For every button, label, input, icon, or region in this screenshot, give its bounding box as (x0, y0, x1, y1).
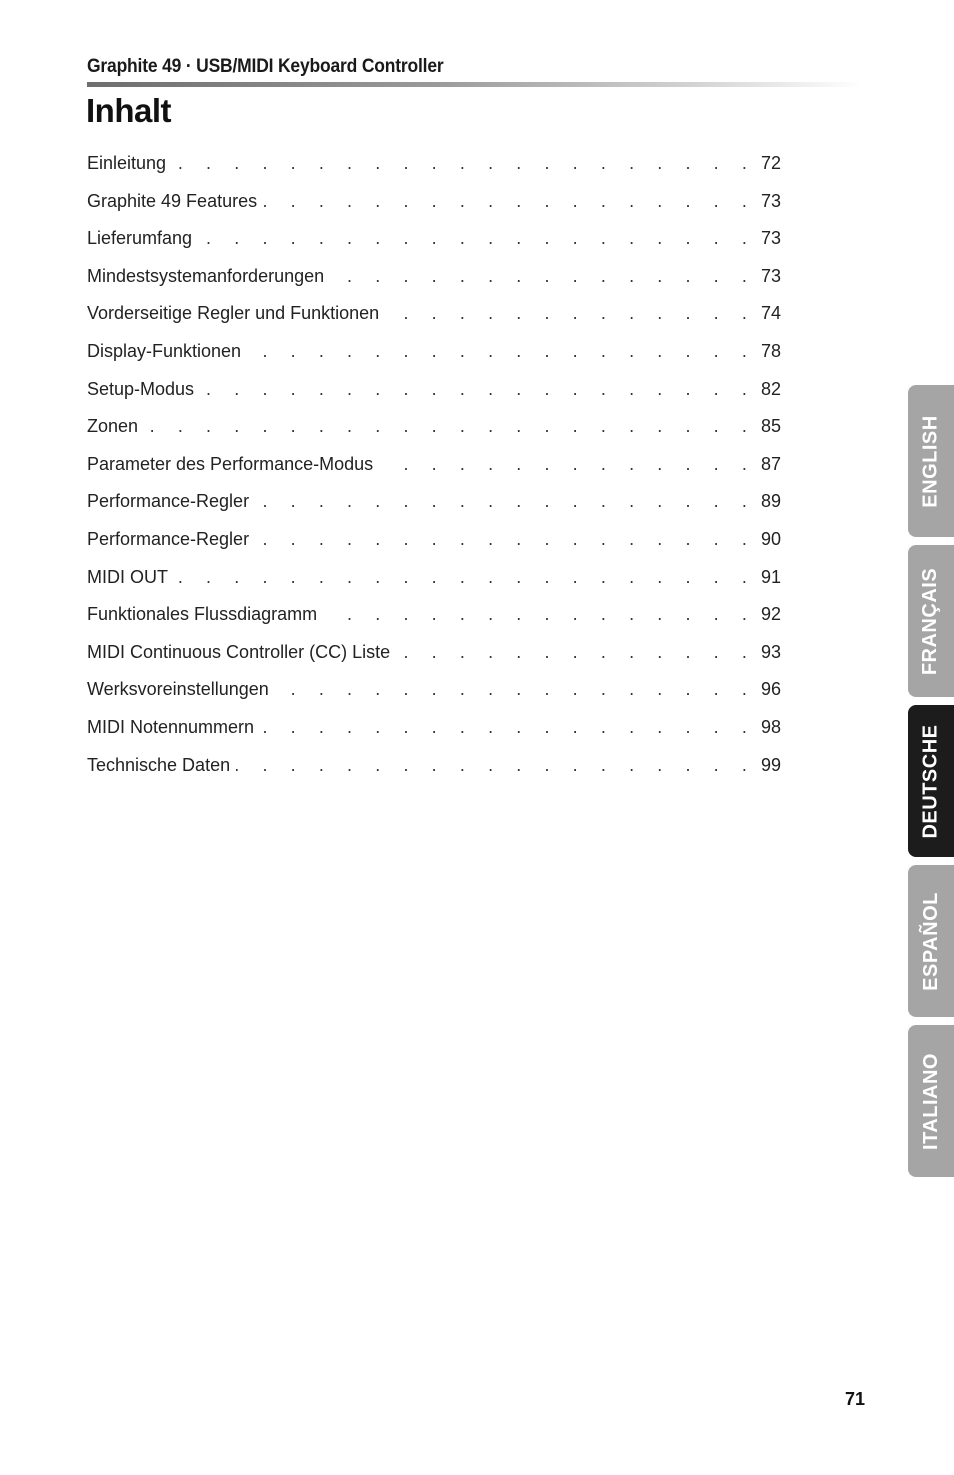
toc-page-number: 96 (760, 679, 781, 700)
tab-english[interactable] (908, 385, 954, 537)
toc-dot-leader (174, 559, 756, 597)
toc-page-number: 98 (760, 716, 781, 737)
toc-entry-label: Einleitung (87, 145, 172, 183)
tab-italiano-label: ITALIANO (919, 1052, 942, 1150)
toc-entry-label: MIDI OUT (87, 559, 174, 597)
toc-entry-performance-regler[interactable] (87, 483, 781, 521)
toc-entry-performance-regler-2[interactable] (87, 521, 781, 559)
toc-entry-flussdiagramm[interactable] (87, 596, 781, 634)
toc-page-number: 73 (760, 265, 781, 286)
toc-dot-leader (255, 483, 756, 521)
language-tabs (908, 0, 954, 1475)
toc-entry-label: MIDI Notennummern (87, 709, 260, 747)
tab-italiano[interactable] (908, 1025, 954, 1177)
toc-dot-leader (260, 709, 756, 747)
toc-entry-label: Graphite 49 Features (87, 183, 263, 221)
toc-entry-label: Setup-Modus (87, 371, 200, 409)
toc-page-number: 78 (760, 340, 781, 361)
toc-entry-regler-funktionen[interactable] (87, 295, 781, 333)
tab-english-label: ENGLISH (919, 414, 942, 508)
toc-entry-label: Lieferumfang (87, 220, 198, 258)
toc-dot-leader (144, 408, 756, 446)
toc-entry-zonen[interactable] (87, 408, 781, 446)
toc-page-number: 93 (760, 641, 781, 662)
toc-entry-technische-daten[interactable] (87, 747, 781, 785)
toc-entry-label: Vorderseitige Regler und Funktionen (87, 295, 385, 333)
toc-entry-label: MIDI Continuous Controller (CC) Liste (87, 634, 396, 672)
toc-entry-systemanforderungen[interactable] (87, 258, 781, 296)
toc-dot-leader (236, 747, 756, 785)
toc-dot-leader (200, 371, 756, 409)
toc-dot-leader (379, 446, 756, 484)
table-of-contents (87, 145, 781, 784)
toc-entry-label: Performance-Regler (87, 521, 255, 559)
toc-page-number: 92 (760, 604, 781, 625)
tab-espanol[interactable] (908, 865, 954, 1017)
header-rule (87, 82, 862, 87)
toc-dot-leader (247, 333, 756, 371)
toc-entry-label: Funktionales Flussdiagramm (87, 596, 323, 634)
page-title: Inhalt (86, 92, 171, 129)
tab-deutsche-label: DEUTSCHE (919, 723, 942, 839)
toc-page-number: 85 (760, 416, 781, 437)
toc-page-number: 73 (760, 190, 781, 211)
toc-page-number: 99 (760, 754, 781, 775)
toc-dot-leader (323, 596, 756, 634)
toc-entry-display-funktionen[interactable] (87, 333, 781, 371)
toc-page-number: 72 (760, 153, 781, 173)
toc-entry-cc-liste[interactable] (87, 634, 781, 672)
toc-entry-werksvoreinstellungen[interactable] (87, 671, 781, 709)
running-header: Graphite 49 · USB/MIDI Keyboard Controller (87, 56, 444, 77)
toc-page-number: 87 (760, 453, 781, 474)
toc-entry-label: Mindestsystemanforderungen (87, 258, 330, 296)
tab-deutsche[interactable] (908, 705, 954, 857)
toc-entry-features[interactable] (87, 183, 781, 221)
toc-page-number: 74 (760, 303, 781, 324)
toc-dot-leader (385, 295, 756, 333)
toc-entry-label: Zonen (87, 408, 144, 446)
toc-entry-midi-out[interactable] (87, 559, 781, 597)
tab-francais[interactable] (908, 545, 954, 697)
toc-entry-performance-parameter[interactable] (87, 446, 781, 484)
toc-dot-leader (198, 220, 756, 258)
toc-dot-leader (172, 145, 756, 183)
toc-entry-label: Display-Funktionen (87, 333, 247, 371)
toc-page-number: 91 (760, 566, 781, 587)
toc-dot-leader (396, 634, 756, 672)
toc-entry-lieferumfang[interactable] (87, 220, 781, 258)
toc-dot-leader (255, 521, 756, 559)
toc-dot-leader (330, 258, 756, 296)
tab-francais-label: FRANÇAIS (919, 567, 942, 675)
tab-espanol-label: ESPAÑOL (919, 891, 942, 991)
toc-page-number: 73 (760, 228, 781, 249)
page-number: 71 (844, 1389, 865, 1409)
toc-page-number: 82 (760, 378, 781, 399)
toc-entry-label: Performance-Regler (87, 483, 255, 521)
toc-entry-label: Technische Daten (87, 747, 236, 785)
toc-dot-leader (263, 183, 756, 221)
toc-entry-einleitung[interactable] (87, 145, 781, 183)
toc-entry-notennummern[interactable] (87, 709, 781, 747)
toc-page-number: 89 (760, 491, 781, 512)
toc-page-number: 90 (760, 528, 781, 549)
toc-entry-label: Werksvoreinstellungen (87, 671, 275, 709)
toc-dot-leader (275, 671, 756, 709)
toc-entry-setup-modus[interactable] (87, 371, 781, 409)
toc-entry-label: Parameter des Performance-Modus (87, 446, 379, 484)
